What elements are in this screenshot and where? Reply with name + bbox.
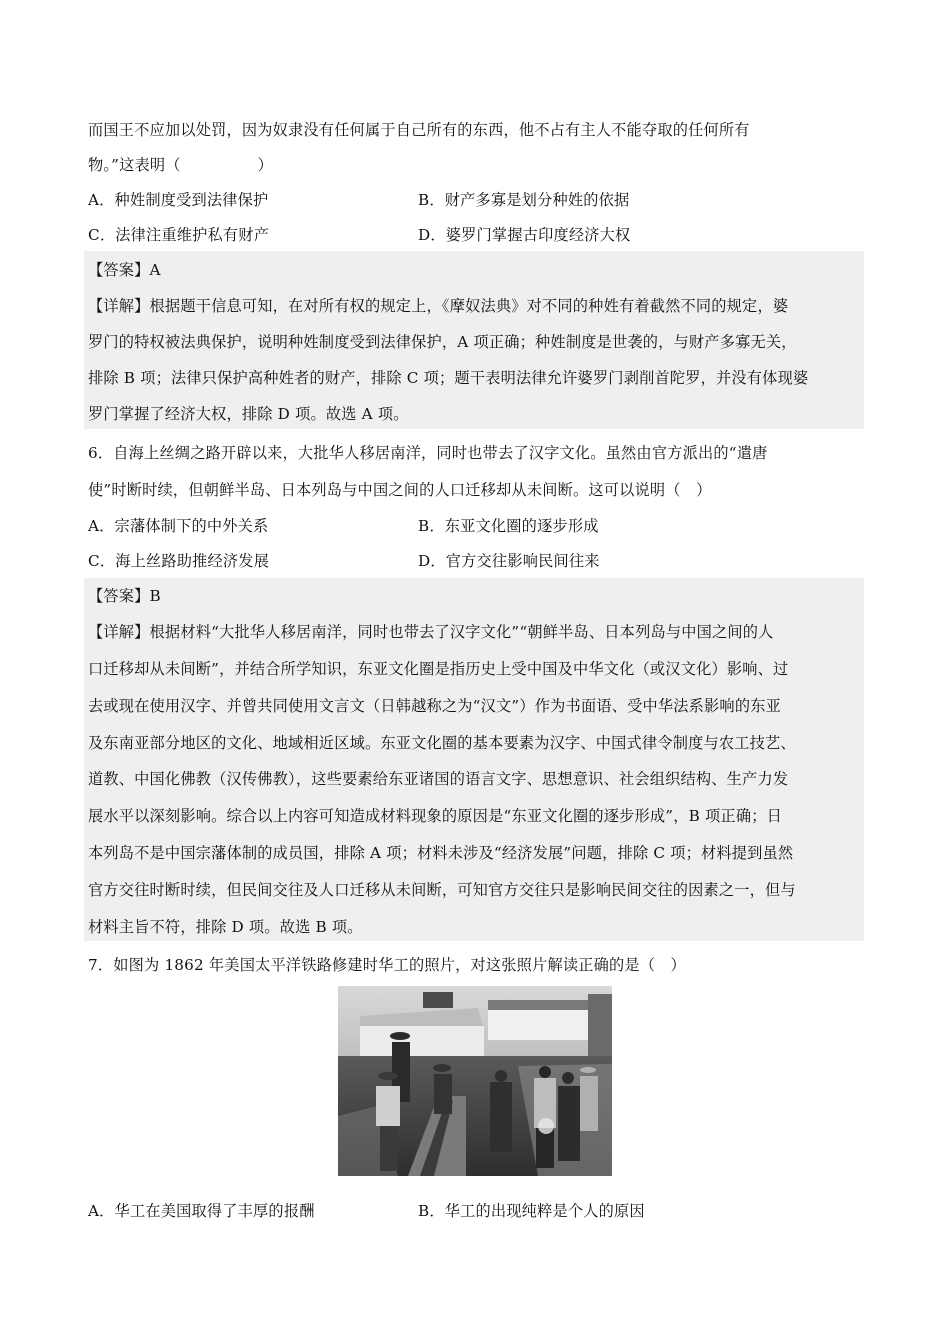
- q7-option-b: B．华工的出现纯粹是个人的原因: [418, 1202, 645, 1220]
- q5-explanation-line-3: 排除 B 项；法律只保护高种姓者的财产，排除 C 项；题干表明法律允许婆罗门剥削首陀罗，并没有体现婆: [88, 369, 809, 387]
- q6-option-c: C．海上丝路助推经济发展: [88, 552, 270, 570]
- q6-stem-line-2: 使”时断时续，但朝鲜半岛、日本列岛与中国之间的人口迁移却从未间断。这可以说明（ ）: [88, 481, 712, 499]
- q5-answer: 【答案】A: [88, 261, 161, 279]
- q6-option-a: A．宗藩体制下的中外关系: [88, 517, 269, 535]
- q7-photo: [338, 986, 612, 1176]
- q6-explanation-line-7: 本列岛不是中国宗藩体制的成员国，排除 A 项；材料未涉及“经济发展”问题，排除 C 项；材料提到虽然: [88, 844, 794, 862]
- q7-stem: 7．如图为 1862 年美国太平洋铁路修建时华工的照片，对这张照片解读正确的是（ ）: [88, 956, 686, 974]
- q6-explanation-line-6: 展水平以深刻影响。综合以上内容可知造成材料现象的原因是“东亚文化圈的逐步形成”，B 项正确；日: [88, 807, 782, 825]
- q5-option-a: A．种姓制度受到法律保护: [88, 191, 269, 209]
- q6-explanation-line-9: 材料主旨不符，排除 D 项。故选 B 项。: [88, 918, 363, 936]
- q6-explanation-line-8: 官方交往时断时续，但民间交往及人口迁移从未间断，可知官方交往只是影响民间交往的因素之一，但与: [88, 881, 796, 899]
- q5-explanation-line-2: 罗门的特权被法典保护，说明种姓制度受到法律保护，A 项正确；种姓制度是世袭的，与财产多寡无关，: [88, 333, 797, 351]
- q5-stem-line-2: 物。”这表明（ ）: [88, 156, 274, 174]
- q6-option-d: D．官方交往影响民间往来: [418, 552, 600, 570]
- q5-option-b: B．财产多寡是划分种姓的依据: [418, 191, 630, 209]
- q5-option-c: C．法律注重维护私有财产: [88, 226, 270, 244]
- q6-explanation-line-1: 【详解】根据材料“大批华人移居南洋，同时也带去了汉字文化”“朝鲜半岛、日本列岛与中国之间的人: [88, 623, 774, 641]
- q5-explanation-line-1: 【详解】根据题干信息可知，在对所有权的规定上，《摩奴法典》对不同的种姓有着截然不同的规定，婆: [88, 297, 789, 315]
- q6-explanation-line-3: 去或现在使用汉字、并曾共同使用文言文（日韩越称之为“汉文”）作为书面语、受中华法系影响的东亚: [88, 697, 781, 715]
- q6-explanation-line-2: 口迁移却从未间断”，并结合所学知识，东亚文化圈是指历史上受中国及中华文化（或汉文化）影响、过: [88, 660, 789, 678]
- q5-explanation-line-4: 罗门掌握了经济大权，排除 D 项。故选 A 项。: [88, 405, 409, 423]
- railroad-workers-photo-icon: [338, 986, 612, 1176]
- q6-option-b: B．东亚文化圈的逐步形成: [418, 517, 599, 535]
- q5-stem-line-1: 而国王不应加以处罚，因为奴隶没有任何属于自己所有的东西，他不占有主人不能夺取的任何所有: [88, 121, 750, 139]
- q6-stem-line-1: 6．自海上丝绸之路开辟以来，大批华人移居南洋，同时也带去了汉字文化。虽然由官方派出的“遣唐: [88, 444, 768, 462]
- q5-option-d: D．婆罗门掌握古印度经济大权: [418, 226, 631, 244]
- q7-option-a: A．华工在美国取得了丰厚的报酬: [88, 1202, 315, 1220]
- q6-explanation-line-4: 及东南亚部分地区的文化、地域相近区域。东亚文化圈的基本要素为汉字、中国式律令制度与农工技艺、: [88, 734, 796, 752]
- q6-answer: 【答案】B: [88, 587, 161, 605]
- q6-explanation-line-5: 道教、中国化佛教（汉传佛教），这些要素给东亚诸国的语言文字、思想意识、社会组织结构、生产力发: [88, 770, 789, 788]
